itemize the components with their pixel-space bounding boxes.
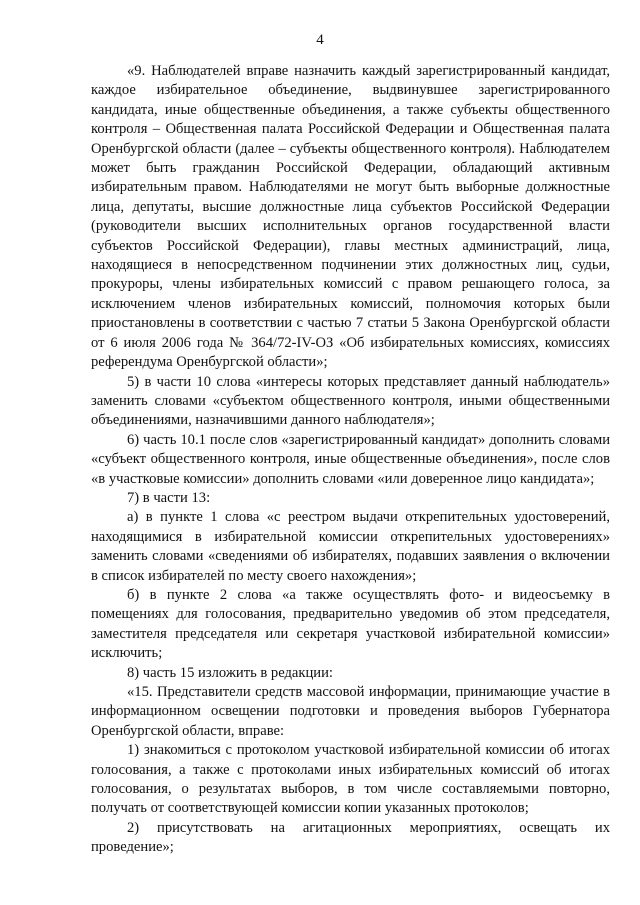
paragraph-item-7b: б) в пункте 2 слова «а также осуществлять фото- и видеосъемку в помещениях для голосования, предварительно уведомив об этом председателя, заместителя председателя или секретаря участковой избирательной комиссии» исключить; — [91, 586, 610, 662]
paragraph-part-15: «15. Представители средств массовой информации, принимающие участие в информационном освещении подготовки и проведения выборов Губернатора Оренбургской области, вправе: — [91, 684, 610, 739]
paragraph-item-7: 7) в части 13: — [127, 489, 211, 506]
paragraph-item-6: 6) часть 10.1 после слов «зарегистрированный кандидат» дополнить словами «субъект общественного контроля, иные общественные объединения», после слов «в участковые комиссии» дополнить словами «или доверенное лицо кандидата»; — [91, 431, 610, 487]
paragraph-part-9: «9. Наблюдателей вправе назначить каждый зарегистрированный кандидат, каждое избирательное объединение, выдвинувшее зарегистрированного кандидата, иные общественные объединения, а также субъекты общественного контроля – Общественная палата Российской Федерации и Общественная палата Оренбургской области (далее – субъекты общественного контроля). Наблюдателем может быть гражданин Российской Федерации, обладающий активным избирательным правом. Наблюдателями не могут быть выборные должностные лица, депутаты, высшие должностные лица субъектов Российской Федерации (руководители высших исполнительных органов государственной власти субъектов Российской Федерации), главы местных администраций, лица, находящиеся в непосредственном подчинении этих должностных лиц, судьи, прокуроры, члены избирательных комиссий с правом решающего голоса, за исключением членов избирательных комиссий, полномочия которых были приостановлены в соответствии с частью 7 статьи 5 Закона Оренбургской области от 6 июля 2006 года № 364/72-IV-ОЗ «Об избирательных комиссиях, комиссиях референдума Оренбургской области»; — [91, 63, 610, 371]
paragraph-part-15-item-1: 1) знакомиться с протоколом участковой избирательной комиссии об итогах голосования, а также с протоколами иных избирательных комиссий об итогах голосования, о результатах выборов, в том числе составляемыми повторно, получать от соответствующей комиссии копии указанных протоколов; — [91, 742, 610, 817]
page-number: 4 — [316, 32, 324, 48]
document-body — [91, 62, 610, 858]
paragraph-item-7a: а) в пункте 1 слова «с реестром выдачи открепительных удостоверений, находящимися в избирательной комиссии открепительных удостоверениях» заменить словами «сведениями об избирателях, подавших заявления о включении в список избирателей по месту своего нахождения»; — [91, 509, 610, 584]
paragraph-part-15-item-2: 2) присутствовать на агитационных мероприятиях, освещать их проведение»; — [91, 819, 610, 856]
paragraph-item-5: 5) в части 10 слова «интересы которых представляет данный наблюдатель» заменить словами «субъектом общественного контроля, иными общественными объединениями, назначившими данного наблюдателя»; — [91, 373, 610, 429]
paragraph-item-8: 8) часть 15 изложить в редакции: — [127, 664, 333, 681]
